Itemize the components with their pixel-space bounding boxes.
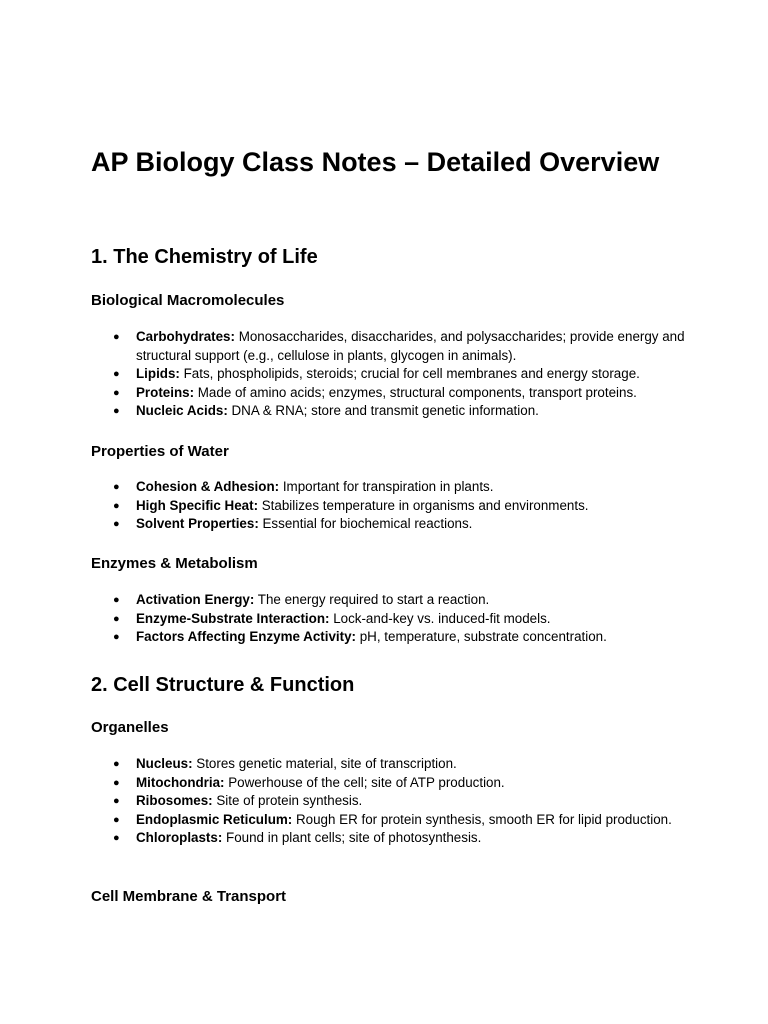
item-text: Monosaccharides, disaccharides, and polysaccharides; provide energy and structural support (e.g., cellulose in plants, glycogen in animals). [136, 329, 685, 363]
organelles-list [91, 755, 691, 848]
subsection-heading-membrane-transport: Cell Membrane & Transport [91, 888, 287, 905]
bullet-icon: ● [113, 499, 120, 512]
item-text: Lock-and-key vs. induced-fit models. [329, 610, 551, 626]
list-item [91, 628, 691, 647]
subsection-heading-enzymes: Enzymes & Metabolism [91, 555, 258, 572]
list-item [91, 610, 691, 629]
item-text: pH, temperature, substrate concentration. [356, 629, 607, 645]
item-term: Endoplasmic Reticulum: [136, 811, 293, 827]
bullet-icon: ● [113, 813, 120, 826]
item-text: Made of amino acids; enzymes, structural components, transport proteins. [194, 384, 637, 400]
item-text: Site of protein synthesis. [212, 793, 363, 809]
item-term: Lipids: [136, 366, 180, 382]
document-title: AP Biology Class Notes – Detailed Overview [91, 147, 660, 177]
subsection-heading-water: Properties of Water [91, 443, 229, 460]
list-item [91, 478, 691, 497]
bullet-icon: ● [113, 832, 120, 845]
item-text: Stores genetic material, site of transcription. [192, 756, 457, 771]
item-text: Stabilizes temperature in organisms and environments. [258, 497, 589, 513]
item-term: Nucleus: [136, 756, 193, 771]
list-item [91, 774, 691, 793]
item-term: Carbohydrates: [136, 329, 235, 344]
item-term: Proteins: [136, 384, 195, 400]
bullet-icon: ● [113, 594, 120, 606]
item-term: Nucleic Acids: [136, 403, 228, 419]
bullet-icon: ● [113, 405, 120, 418]
bullet-icon: ● [113, 795, 120, 808]
list-item [91, 497, 691, 516]
item-term: Mitochondria: [136, 774, 225, 790]
list-item [91, 515, 691, 534]
water-properties-list [91, 478, 691, 534]
item-term: Chloroplasts: [136, 830, 223, 846]
item-term: Solvent Properties: [136, 516, 259, 532]
bullet-icon: ● [113, 612, 120, 625]
list-item [91, 328, 691, 365]
item-text: Essential for biochemical reactions. [258, 516, 473, 532]
item-term: Activation Energy: [136, 592, 255, 607]
bullet-icon: ● [113, 518, 120, 531]
item-term: Cohesion & Adhesion: [136, 479, 280, 494]
list-item [91, 384, 691, 403]
item-term: Enzyme-Substrate Interaction: [136, 610, 330, 626]
item-text: The energy required to start a reaction. [254, 592, 490, 607]
item-text: Rough ER for protein synthesis, smooth ER for lipid production. [292, 811, 672, 827]
item-term: Factors Affecting Enzyme Activity: [136, 629, 356, 645]
enzymes-list [91, 591, 691, 647]
list-item [91, 591, 691, 610]
list-item [91, 811, 691, 830]
bullet-icon: ● [113, 758, 120, 770]
item-text: Powerhouse of the cell; site of ATP production. [224, 774, 505, 790]
list-item [91, 365, 691, 384]
item-text: DNA & RNA; store and transmit genetic information. [227, 403, 539, 419]
list-item [91, 792, 691, 811]
item-text: Fats, phospholipids, steroids; crucial for cell membranes and energy storage. [179, 366, 640, 382]
bullet-icon: ● [113, 386, 120, 399]
bullet-icon: ● [113, 631, 120, 644]
subsection-heading-organelles: Organelles [91, 719, 169, 736]
item-text: Found in plant cells; site of photosynthesis. [222, 830, 482, 846]
item-term: Ribosomes: [136, 793, 213, 809]
bullet-icon: ● [113, 368, 120, 381]
item-text: Important for transpiration in plants. [279, 479, 494, 494]
list-item [91, 755, 691, 774]
bullet-icon: ● [113, 331, 120, 343]
list-item [91, 402, 691, 421]
item-term: High Specific Heat: [136, 497, 259, 513]
section-heading-chemistry-of-life: 1. The Chemistry of Life [91, 246, 318, 268]
subsection-heading-macromolecules: Biological Macromolecules [91, 292, 285, 309]
list-item [91, 829, 691, 848]
section-heading-cell-structure: 2. Cell Structure & Function [91, 674, 355, 696]
bullet-icon: ● [113, 481, 120, 493]
bullet-icon: ● [113, 776, 120, 789]
macromolecules-list [91, 328, 691, 421]
